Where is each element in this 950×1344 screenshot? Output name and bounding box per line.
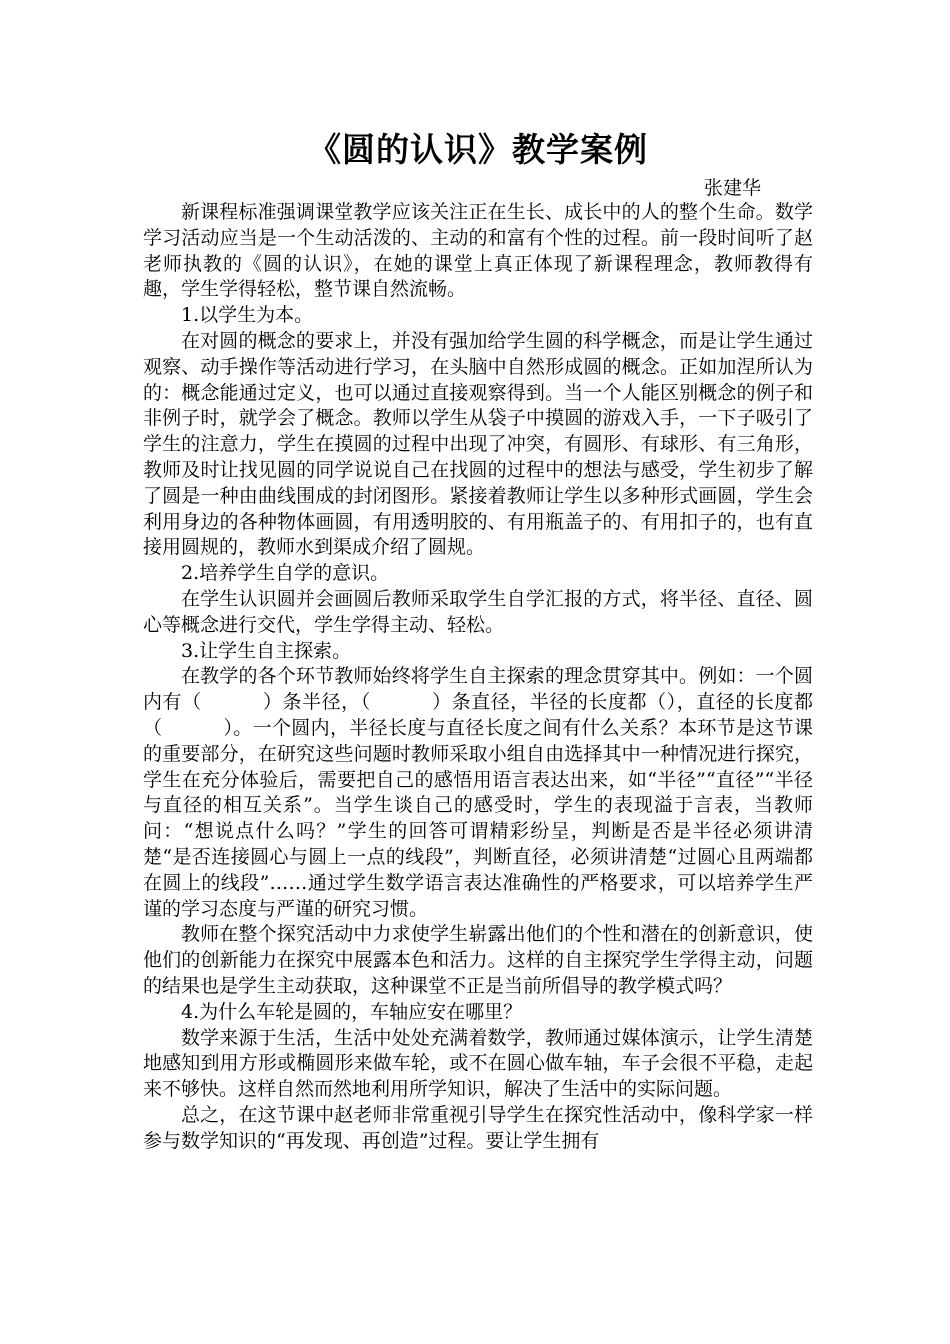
conclusion-paragraph: 总之，在这节课中赵老师非常重视引导学生在探究性活动中，像科学家一样参与数学知识的“再发现、再创造”过程。要让学生拥有 (143, 1103, 813, 1152)
document-title: 《圆的认识》教学案例 (308, 130, 648, 169)
section-heading-1: 1.以学生为本。 (181, 304, 314, 327)
document-body (143, 200, 813, 1154)
section-4-paragraph: 数学来源于生活，生活中处处充满着数学，教师通过媒体演示，让学生清楚地感知到用方形或椭圆形来做车轮，或不在圆心做车轴，车子会很不平稳，走起来不够快。这样自然而然地利用所学知识，解决了生活中的实际问题。 (143, 1026, 813, 1101)
section-2-paragraph: 在学生认识圆并会画圆后教师采取学生自学汇报的方式，将半径、直径、圆心等概念进行交代，学生学得主动、轻松。 (143, 587, 813, 636)
section-1-paragraph: 在对圆的概念的要求上，并没有强加给学生圆的科学概念，而是让学生通过观察、动手操作等活动进行学习，在头脑中自然形成圆的概念。正如加涅所认为的：概念能通过定义，也可以通过直接观察得到。当一个人能区别概念的例子和非例子时，就学会了概念。教师以学生从袋子中摸圆的游戏入手，一下子吸引了学生的注意力，学生在摸圆的过程中出现了冲突，有圆形、有球形、有三角形，教师及时让找见圆的同学说说自己在找圆的过程中的想法与感受，学生初步了解了圆是一种由曲线围成的封闭图形。紧接着教师让学生以多种形式画圆，学生会利用身边的各种物体画圆，有用透明胶的、有用瓶盖子的、有用扣子的，也有直接用圆规的，教师水到渠成介绍了圆规。 (143, 329, 813, 559)
section-heading-3: 3.让学生自主探索。 (181, 639, 352, 662)
section-3-followup-paragraph: 教师在整个探究活动中力求使学生崭露出他们的个性和潜在的创新意识，使他们的创新能力在探究中展露本色和活力。这样的自主探究学生学得主动，问题的结果也是学生主动获取，这种课堂不正是当前所倡导的教学模式吗？ (143, 923, 813, 997)
p7-text-segment: ），直径的长度都（ (143, 691, 813, 739)
p7-text-segment: 在教学的各个环节教师始终将学生自主探索的理念贯穿其中。例如：一个圆内有（ (143, 665, 813, 714)
document-page (143, 130, 813, 1154)
section-heading-2: 2.培养学生自学的意识。 (181, 562, 390, 585)
section-heading-4: 4.为什么车轮是圆的，车轴应安在哪里？ (181, 1000, 523, 1023)
p7-text-segment: ）条半径，（ (262, 691, 371, 714)
author-name: 张建华 (703, 177, 761, 199)
p7-text-segment: ）。一个圆内，半径长度与直径长度之间有什么关系？本环节是这节课的重要部分，在研究这些问题时教师采取小组自由选择其中一种情况进行探究，学生在充分体验后，需要把自己的感悟用语言表达出来，如“半径”“直径”“半径与直径的相互关系”。当学生谈自己的感受时，学生的表现溢于言表，当教师问：“想说点什么吗？”学生的回答可谓精彩纷呈，判断是否是半径必须讲清楚“是否连接圆心与圆上一点的线段”，判断直径，必须讲清楚“过圆心且两端都在圆上的线段”……通过学生数学语言表达准确性的严格要求，可以培养学生严谨的学习态度与严谨的研究习惯。 (143, 716, 813, 920)
intro-paragraph: 新课程标准强调课堂教学应该关注正在生长、成长中的人的整个生命。数学学习活动应当是一个生动活泼的、主动的和富有个性的过程。前一段时间听了赵老师执教的《圆的认识》，在她的课堂上真正体现了新课程理念，教师教得有趣，学生学得轻松，整节课自然流畅。 (143, 201, 813, 301)
p7-text-segment: ）条直径，半径的长度都（ (431, 691, 667, 714)
section-3-paragraph (143, 664, 813, 922)
